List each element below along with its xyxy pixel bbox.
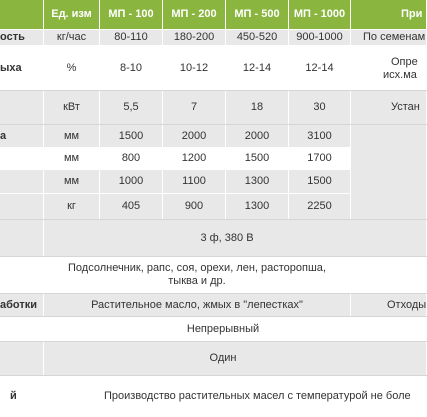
row-yield-note-line2: исх.ма xyxy=(383,69,417,81)
row-yield-mp200: 10-12 xyxy=(163,46,226,91)
raw-materials-line2: тыква и др. xyxy=(168,275,226,287)
row-width-mp500: 1500 xyxy=(226,148,289,170)
row-weight-unit: кг xyxy=(44,194,100,220)
row-length-mp200: 2000 xyxy=(163,125,226,148)
row-capacity-mp200: 180-200 xyxy=(163,30,226,46)
row-processing-value: Растительное масло, жмых в "лепестках" xyxy=(44,294,351,317)
row-yield-note-line1: Опре xyxy=(391,56,418,68)
dimensions-note-cell xyxy=(351,125,427,220)
row-power-unit: кВт xyxy=(44,91,100,125)
header-unit: Ед. изм xyxy=(44,0,100,30)
row-raw-param xyxy=(0,257,44,294)
row-width-mp200: 1200 xyxy=(163,148,226,170)
row-application-param: й xyxy=(0,376,44,417)
row-yield-mp1000: 12-14 xyxy=(289,46,351,91)
row-divider xyxy=(0,219,427,220)
row-height-unit: мм xyxy=(44,170,100,194)
row-width-param xyxy=(0,148,44,170)
row-raw-note xyxy=(351,257,427,294)
row-operators-param xyxy=(0,342,44,376)
raw-materials-line1: Подсолнечник, рапс, соя, орехи, лен, расторопша, xyxy=(68,262,326,274)
row-capacity-mp500: 450-520 xyxy=(226,30,289,46)
row-width-mp1000: 1700 xyxy=(289,148,351,170)
row-capacity-mp1000: 900-1000 xyxy=(289,30,351,46)
row-divider xyxy=(0,316,427,317)
row-power-mp1000: 30 xyxy=(289,91,351,125)
row-power-mp200: 7 xyxy=(163,91,226,125)
header-note: При xyxy=(351,0,427,30)
row-length-unit: мм xyxy=(44,125,100,148)
header-model-500: МП - 500 xyxy=(226,0,289,30)
row-height-param xyxy=(0,170,44,194)
row-power-param xyxy=(0,91,44,125)
row-yield-unit: % xyxy=(44,46,100,91)
row-processing-note: Отходы xyxy=(351,294,427,317)
row-divider xyxy=(0,90,427,91)
row-processing-param: аботки xyxy=(0,294,44,317)
row-height-mp1000: 1500 xyxy=(289,170,351,194)
row-divider xyxy=(0,341,427,342)
header-model-100: МП - 100 xyxy=(100,0,163,30)
row-application-value: Производство растительных масел с температурой не боле xyxy=(44,376,427,417)
row-capacity-param: ость xyxy=(0,30,44,46)
row-weight-mp500: 1300 xyxy=(226,194,289,220)
row-yield-param: ыха xyxy=(0,46,44,91)
row-capacity-unit: кг/час xyxy=(44,30,100,46)
row-weight-mp1000: 2250 xyxy=(289,194,351,220)
row-yield-note xyxy=(351,46,427,91)
header-model-200: МП - 200 xyxy=(163,0,226,30)
row-power-mp500: 18 xyxy=(226,91,289,125)
row-capacity-note: По семенам xyxy=(351,30,427,46)
row-mode-param xyxy=(0,317,44,342)
row-divider xyxy=(0,124,427,125)
header-model-1000: МП - 1000 xyxy=(289,0,351,30)
row-weight-mp200: 900 xyxy=(163,194,226,220)
row-mode-value: Непрерывный xyxy=(44,317,427,342)
row-divider xyxy=(0,256,427,257)
row-length-mp100: 1500 xyxy=(100,125,163,148)
row-length-param: а xyxy=(0,125,44,148)
row-capacity-mp100: 80-110 xyxy=(100,30,163,46)
row-operators-value: Один xyxy=(44,342,427,376)
row-power-mp100: 5,5 xyxy=(100,91,163,125)
row-supply-param xyxy=(0,220,44,257)
header-param-cell xyxy=(0,0,44,30)
row-divider xyxy=(0,375,427,376)
row-supply-value: 3 ф, 380 В xyxy=(44,220,427,257)
row-divider xyxy=(0,293,427,294)
row-height-mp200: 1100 xyxy=(163,170,226,194)
row-yield-mp100: 8-10 xyxy=(100,46,163,91)
row-weight-param xyxy=(0,194,44,220)
row-length-mp500: 2000 xyxy=(226,125,289,148)
row-height-mp500: 1300 xyxy=(226,170,289,194)
row-width-mp100: 800 xyxy=(100,148,163,170)
row-height-mp100: 1000 xyxy=(100,170,163,194)
row-length-mp1000: 3100 xyxy=(289,125,351,148)
row-yield-mp500: 12-14 xyxy=(226,46,289,91)
row-weight-mp100: 405 xyxy=(100,194,163,220)
row-raw-value xyxy=(44,257,351,294)
row-width-unit: мм xyxy=(44,148,100,170)
row-power-note: Устан xyxy=(351,91,427,125)
